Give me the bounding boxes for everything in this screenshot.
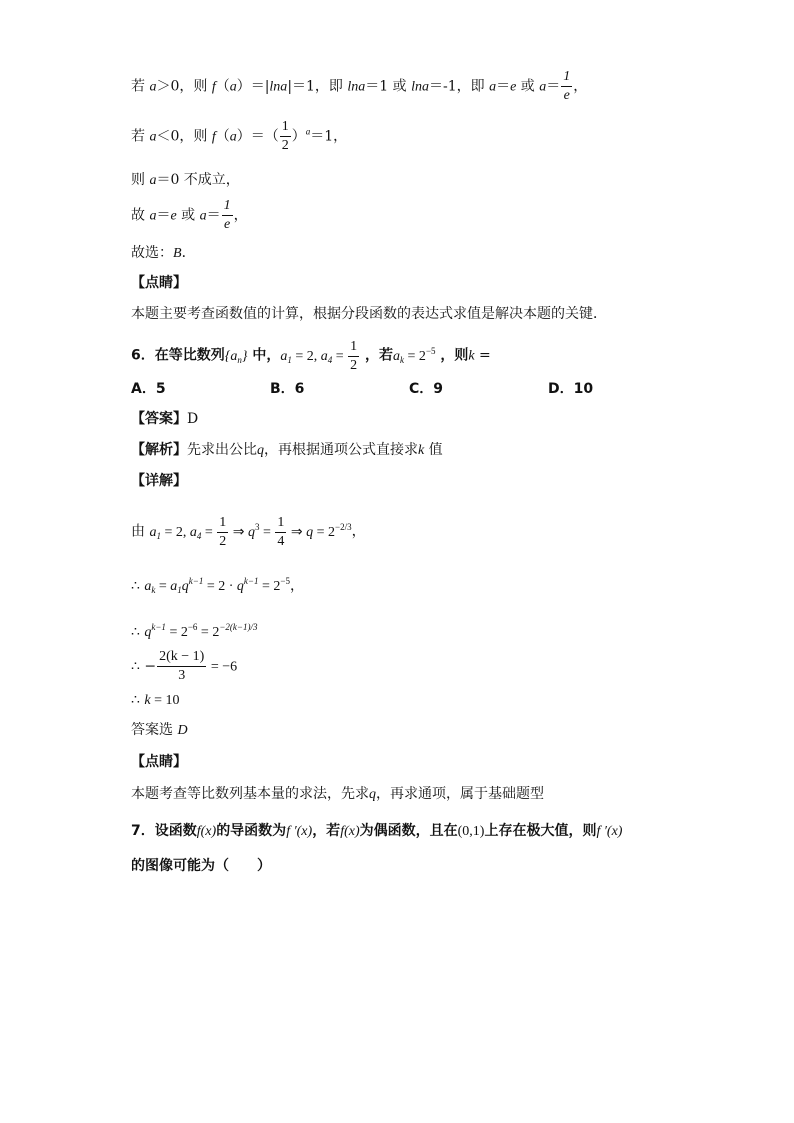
fraction-one-over-e-2: $\frac{1}{e}$ (223, 198, 231, 232)
solution-line-a-negative: 若 a＜0，则 f（a）＝（ $\frac{1}{2}$ ）$^a$＝1， (131, 119, 348, 153)
question-6-options (131, 379, 687, 399)
fraction-one-half: $\frac{1}{2}$ (281, 119, 289, 153)
answer-line: 【答案】D (131, 411, 199, 427)
dianjing-2-text: 本题考查等比数列基本量的求法，先求q，再求通项，属于基础题型 (131, 786, 544, 802)
dianjing-text: 本题主要考查函数值的计算，根据分段函数的表达式求值是解决本题的关键． (131, 306, 607, 322)
section-tag-dianjing-2: 【点睛】 (131, 754, 187, 770)
analysis-line: 【解析】先求出公比q，再根据通项公式直接求k 值 (131, 442, 443, 458)
section-tag-xiangjie: 【详解】 (131, 473, 187, 489)
answer-select-line: 答案选 D (131, 722, 188, 738)
step-1: 由 $a_1 = 2$, $a_4$ = $\frac{1}{2}$ ⇒ $q^3$ = $\frac{1}{4}$ ⇒ $q = 2^{-2/3}$， (131, 515, 366, 549)
section-tag-dianjing: 【点睛】 (131, 275, 187, 291)
fraction-q6-one-half: $\frac{1}{2}$ (350, 339, 358, 373)
step-2: ∴ $a_k = a_1q^{k-1} = 2 \cdot q^{k-1} = 2^{-5}$， (131, 576, 304, 595)
fraction-step4: $\frac{2(k - 1)}{3}$ (159, 649, 205, 683)
question-7-stem-line2: 的图像可能为（ ） (131, 858, 271, 874)
answer-choice-line: 故选：B． (131, 245, 196, 261)
solution-line-conclusion: 故 a＝e 或 a＝ $\frac{1}{e}$ ， (131, 198, 248, 232)
step-3: ∴ $q^{k-1} = 2^{-6} = 2^{-2(k-1)/3}$ (131, 622, 258, 640)
solution-line-a-positive: 若 a＞0，则 f（a）＝|lna|＝1，即 lna＝1 或 lna＝-1，即 a＝e 或 a＝ $\frac{1}{e}$ ， (131, 69, 588, 103)
option-d: D．10 (548, 381, 594, 397)
fraction-step1-quarter: $\frac{1}{4}$ (277, 515, 285, 549)
step-4: ∴ − $\frac{2(k - 1)}{3}$ = −6 (131, 649, 238, 683)
option-b: B．6 (270, 381, 305, 397)
option-c: C．9 (409, 381, 444, 397)
question-6-stem: 6．在等比数列$\{a_n\}$ 中，$a_1 = 2$, $a_4$ = $\frac{1}{2}$ ，若$a_k = 2^{-5}$ ，则k = (131, 339, 491, 373)
step-5: ∴ k = 10 (131, 692, 180, 708)
solution-line-a-zero: 则 a＝0 不成立， (131, 172, 240, 188)
fraction-step1-half: $\frac{1}{2}$ (219, 515, 227, 549)
question-7-stem-line1: 7．设函数f(x)的导函数为f ′(x)，若f(x)为偶函数，且在(0,1)上存在极大值，则f ′(x) (131, 823, 623, 839)
option-a: A．5 (131, 381, 166, 397)
fraction-one-over-e: $\frac{1}{e}$ (563, 69, 571, 103)
